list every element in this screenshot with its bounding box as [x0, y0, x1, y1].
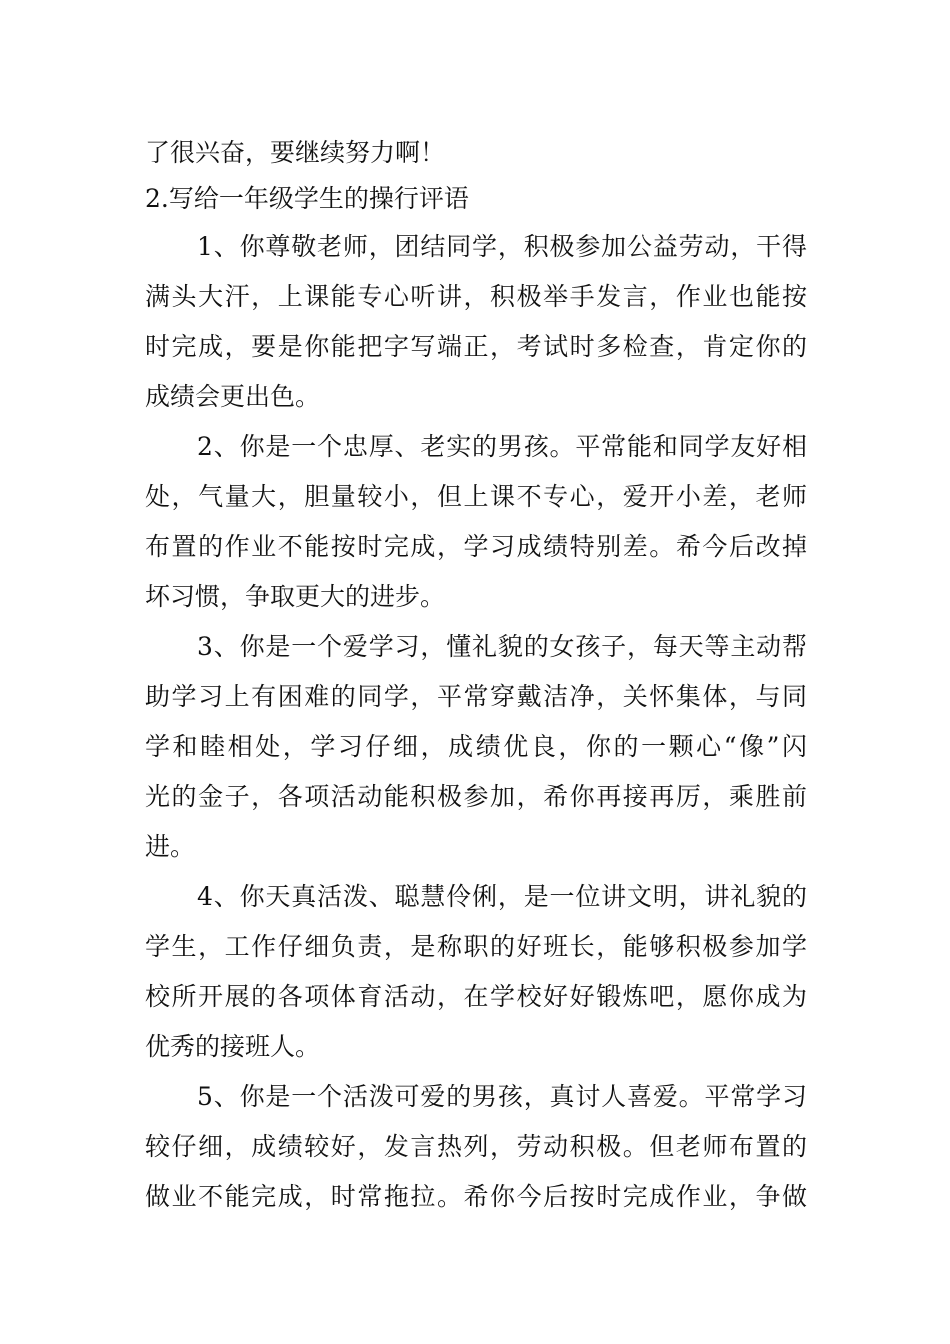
- text-line: 助学习上有困难的同学，平常穿戴洁净，关怀集体，与同: [145, 682, 807, 711]
- text-line: 做业不能完成，时常拖拉。希你今后按时完成作业，争做: [145, 1182, 807, 1211]
- text-line: 4、你天真活泼、聪慧伶俐，是一位讲文明，讲礼貌的: [197, 882, 807, 911]
- text-line: 满头大汗，上课能专心听讲，积极举手发言，作业也能按: [145, 282, 807, 311]
- text-line: 成绩会更出色。: [145, 382, 321, 411]
- text-line: 进。: [145, 832, 196, 861]
- document-body: [145, 130, 807, 1222]
- section-heading: 2.写给一年级学生的操行评语: [145, 184, 469, 213]
- paragraph-3: [145, 622, 807, 872]
- text-line: 校所开展的各项体育活动，在学校好好锻炼吧，愿你成为: [145, 982, 807, 1011]
- text-line: 学和睦相处，学习仔细，成绩优良，你的一颗心“像”闪: [145, 732, 807, 761]
- paragraph-1: [145, 222, 807, 422]
- paragraph-5: [145, 1072, 807, 1222]
- text-line: 时完成，要是你能把字写端正，考试时多检查，肯定你的: [145, 332, 807, 361]
- text-line: 优秀的接班人。: [145, 1032, 321, 1061]
- text-line: 5、你是一个活泼可爱的男孩，真讨人喜爱。平常学习: [197, 1082, 807, 1111]
- text-line: 3、你是一个爱学习，懂礼貌的女孩子，每天等主动帮: [197, 632, 807, 661]
- text-line: 布置的作业不能按时完成，学习成绩特别差。希今后改掉: [145, 532, 807, 561]
- text-line: 坏习惯，争取更大的进步。: [145, 582, 446, 611]
- text-line: 2、你是一个忠厚、老实的男孩。平常能和同学友好相: [197, 432, 807, 461]
- text-line: 光的金子，各项活动能积极参加，希你再接再厉，乘胜前: [145, 782, 807, 811]
- paragraph-2: [145, 422, 807, 622]
- text-line: 1、你尊敬老师，团结同学，积极参加公益劳动，干得: [197, 232, 807, 261]
- text-line: 了很兴奋，要继续努力啊！: [145, 138, 446, 167]
- text-line: 处，气量大，胆量较小，但上课不专心，爱开小差，老师: [145, 482, 807, 511]
- paragraph-4: [145, 872, 807, 1072]
- text-line: 学生，工作仔细负责，是称职的好班长，能够积极参加学: [145, 932, 807, 961]
- text-line: 较仔细，成绩较好，发言热列，劳动积极。但老师布置的: [145, 1132, 807, 1161]
